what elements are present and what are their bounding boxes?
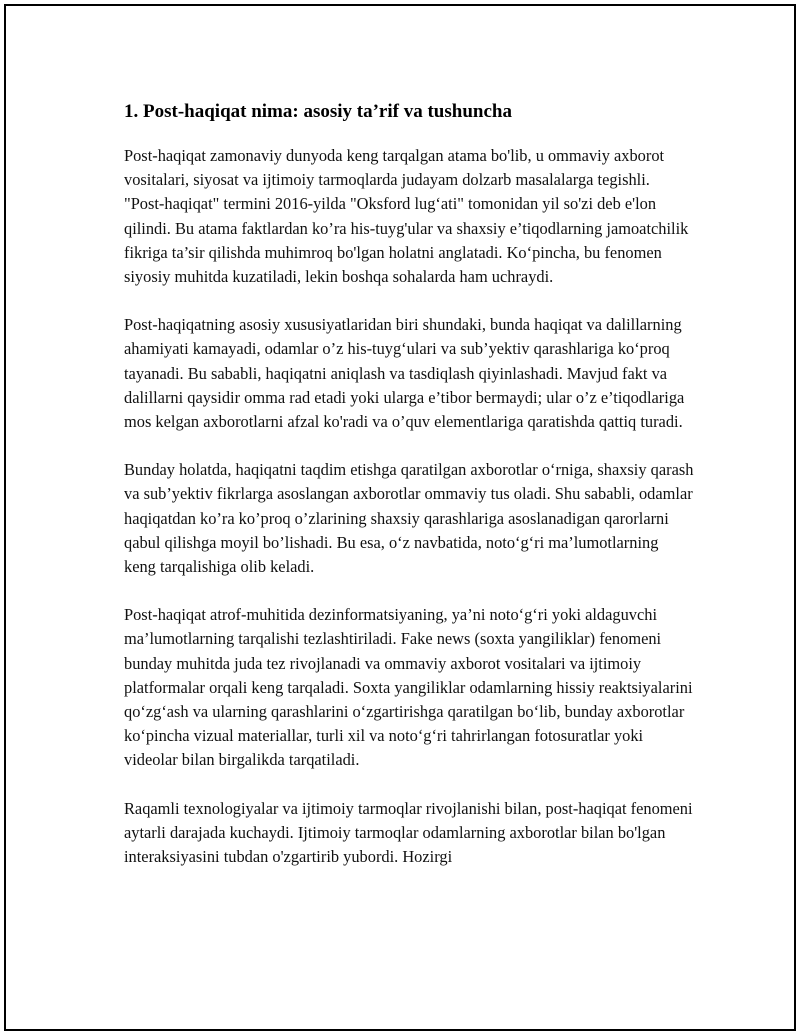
document-page <box>4 4 796 1031</box>
paragraph: Post-haqiqat zamonaviy dunyoda keng tarqalgan atama bo'lib, u ommaviy axborot vositalari, siyosat va ijtimoiy tarmoqlarda judayam dolzarb masalalarga tegishli. "Post-haqiqat" termini 2016-yilda "Oksford lug‘ati" tomonidan yil so'zi deb e'lon qilindi. Bu atama faktlardan ko’ra his-tuyg'ular va shaxsiy e’tiqodlarning jamoatchilik fikriga ta’sir qilishda muhimroq bo'lgan holatni anglatadi. Ko‘pincha, bu fenomen siyosiy muhitda kuzatiladi, lekin boshqa sohalarda ham uchraydi. <box>124 146 689 287</box>
paragraph: Bunday holatda, haqiqatni taqdim etishga qaratilgan axborotlar o‘rniga, shaxsiy qarash va sub’yektiv fikrlarga asoslangan axborotlar ommaviy tus oladi. Shu sababli, odamlar haqiqatdan ko’ra ko’proq o’zlarining shaxsiy qarashlariga asoslanadigan qarorlarni qabul qilishga moyil bo’lishadi. Bu esa, o‘z navbatida, noto‘g‘ri ma’lumotlarning keng tarqalishiga olib keladi. <box>124 460 694 577</box>
paragraph: Post-haqiqat atrof-muhitida dezinformatsiyaning, ya’ni noto‘g‘ri yoki aldaguvchi ma’lumotlarning tarqalishi tezlashtiriladi. Fake news (soxta yangiliklar) fenomeni bunday muhitda juda tez rivojlanadi va ommaviy axborot vositalari va ijtimoiy platformalar orqali keng tarqaladi. Soxta yangiliklar odamlarning hissiy reaktsiyalarini qo‘zg‘ash va ularning qarashlarini o‘zgartirishga qaratilgan bo‘lib, bunday axborotlar ko‘pincha vizual materiallar, turli xil va noto‘g‘ri tahrirlangan fotosuratlar yoki videolar bilan birgalikda tarqatiladi. <box>124 605 693 770</box>
section-heading: 1. Post-haqiqat nima: asosiy ta’rif va tushuncha <box>124 101 512 122</box>
paragraph: Post-haqiqatning asosiy xususiyatlaridan biri shundaki, bunda haqiqat va dalillarning ahamiyati kamayadi, odamlar o’z his-tuyg‘ulari va sub’yektiv qarashlariga ko‘proq tayanadi. Bu sababli, haqiqatni aniqlash va tasdiqlash qiyinlashadi. Mavjud fakt va dalillarni qaysidir omma rad etadi yoki ularga e’tibor bermaydi; ular o’z e’tiqodlariga mos kelgan axborotlarni afzal ko'radi va o’quv elementlariga qaratishda qattiq turadi. <box>124 315 685 432</box>
document-body <box>124 100 694 893</box>
paragraph: Raqamli texnologiyalar va ijtimoiy tarmoqlar rivojlanishi bilan, post-haqiqat fenomeni aytarli darajada kuchaydi. Ijtimoiy tarmoqlar odamlarning axborotlar bilan bo'lgan interaksiyasini tubdan o'zgartirib yubordi. Hozirgi <box>124 798 693 867</box>
